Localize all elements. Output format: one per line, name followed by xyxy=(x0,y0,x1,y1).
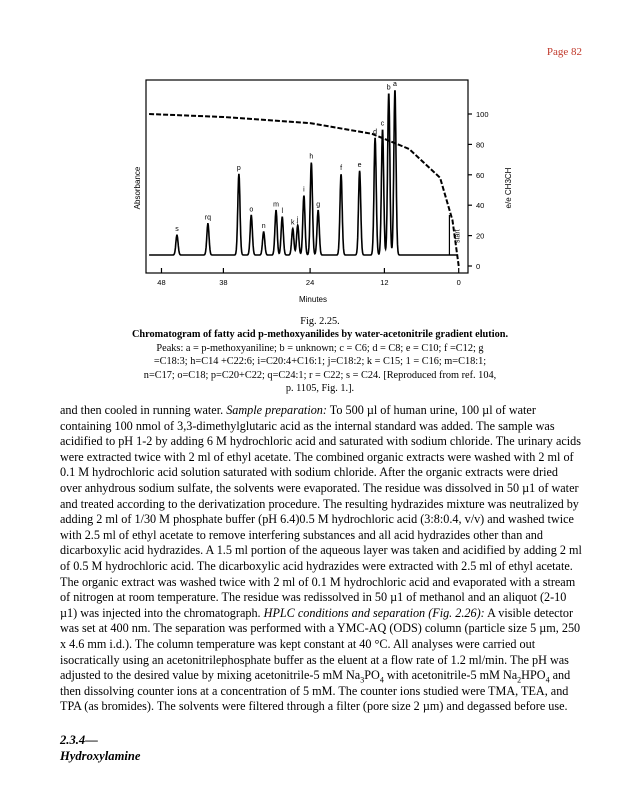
run-in-heading-hplc-conditions: HPLC conditions and separation (Fig. 2.26): xyxy=(263,605,485,620)
peak-label: d xyxy=(373,128,378,136)
peak-label: rq xyxy=(204,214,212,222)
caption-line: p. 1105, Fig. 1.]. xyxy=(285,383,355,395)
peak-label: a xyxy=(392,81,397,88)
section-number: 2.3.4— xyxy=(60,733,98,747)
y2-tick-label: 0 xyxy=(476,262,481,271)
peak-label: s xyxy=(175,226,179,234)
body-text xyxy=(60,403,582,715)
caption-line: n=C17; o=C18; p=C20+C22; q=C24:1; r = C22; s = C24. [Reproduced from ref. 104, xyxy=(143,369,497,381)
chromatogram-figure xyxy=(118,70,518,320)
x-tick-label: 24 xyxy=(305,278,315,287)
x-tick-label: 12 xyxy=(380,278,389,287)
peak-label: e xyxy=(357,161,362,169)
caption-line: Peaks: a = p-methoxyaniline; b = unknown; c = C6; d = C8; e = C10; f =C12; g xyxy=(156,342,484,354)
peak-label: p xyxy=(236,165,241,173)
peak-label: c xyxy=(380,120,385,128)
peak-label: g xyxy=(316,201,321,209)
run-in-heading-sample-preparation: Sample preparation: xyxy=(226,403,327,417)
peak-label: m xyxy=(273,201,279,209)
section-heading xyxy=(60,732,140,764)
caption-fig-number: Fig. 2.25. xyxy=(300,316,340,327)
chromatogram-chart xyxy=(118,70,518,320)
y-axis-label: Absorbance xyxy=(133,166,142,210)
peak-label: b xyxy=(386,84,391,92)
x-tick-label: 0 xyxy=(456,278,461,287)
paragraph: and then cooled in running water. Sample preparation: To 500 µl of human urine, 100 µl of water containing 100 nmol of 3,3-dimethylglutaric acid as the internal standard was added. The sample was acidified to pH 1-2 by adding 6 M hydrochloric acid and saturated with sodium chloride. The urinary acids were extracted twice with 2 ml of ethyl acetate. The combined organic extracts were washed with 2 ml of 0.1 M hydrochloric acid solution saturated with sodium chloride. After the organic extracts were dried over anhydrous sodium sulfate, the solvents were evaporated. The residue was dissolved in 50 µ1 of water and treated according to the derivatization procedure. The resulting hydrazides mixture was neutralized by adding 2 ml of 1/30 M phosphate buffer (pH 6.4)0.5 M hydrochloric acid (3:8:0.4, v/v) and washed twice with 2.5 ml of ethyl acetate to remove interfering substances and all acid hydrazides other than and dicarboxylic acid hydrazides. A 1.5 ml portion of the aqueous layer was taken and acidified by adding 2 ml of 0.5 M hydrochloric acid. The dicarboxylic acid hydrazides were extracted with 2.5 ml of ethyl acetate. The organic extract was washed twice with 2 ml of 0.1 M hydrochloric acid and evaporated with a stream of nitrogen at room temperature. The residue was redissolved in 50 µ1 of methanol and an aliquot (2-10 µ1) was injected into the chromatograph. HPLC conditions and separation (Fig. 2.26): A visible detector was set at 400 nm. The separation was performed with a YMC-AQ (ODS) column (particle size 5 µm, 250 x 4.6 mm i.d.). The column temperature was kept constant at 40 °C. All analyses were carried out isocratically using an acetonitrilephosphate buffer as the eluent at a flow rate of 1.2 ml/min. The pH was adjusted to the desired value by mixing acetonitrile-5 mM $Na_3PO_4$ with acetonitrile-5 mM $Na_2HPO_4$ and then dissolving counter ions at a concentration of 5 mM. The counter ions studied were TMA, TEA, and TPA (as bromides). The solvents were filtered through a filter (pore size 2 µm) and degassed before use. xyxy=(60,403,582,714)
page-number: Page 82 xyxy=(546,46,582,58)
figure-caption xyxy=(118,315,522,395)
y2-tick-label: 60 xyxy=(476,170,485,180)
x-tick-label: 38 xyxy=(219,278,228,287)
caption-line: =C18:3; h=C14 +C22:6; i=C20:4+C16:1; j=C18:2; k = C15; 1 = C16; m=C18:1; xyxy=(153,356,487,368)
peak-label: h xyxy=(309,153,314,161)
section-title: Hydroxylamine xyxy=(60,749,141,763)
start-label: start xyxy=(454,229,462,243)
caption-title: Chromatogram of fatty acid p-methoxyanilides by water-acetonitrile gradient elution. xyxy=(131,329,509,341)
x-tick-label: 48 xyxy=(157,278,166,287)
peak-label: j xyxy=(296,216,299,224)
peak-label: k xyxy=(291,219,295,227)
y2-tick-label: 40 xyxy=(476,201,485,211)
y2-tick-label: 20 xyxy=(476,231,485,241)
y2-tick-label: 100 xyxy=(476,110,489,119)
peak-label: f xyxy=(340,165,343,173)
y2-tick-label: 80 xyxy=(476,140,485,150)
peak-label: l xyxy=(281,208,284,216)
peak-label: n xyxy=(261,222,266,230)
y2-axis-label: e/e CH3CH xyxy=(504,167,513,209)
x-axis-label: Minutes xyxy=(298,295,328,304)
peak-label: i xyxy=(303,186,305,194)
peak-label: o xyxy=(249,206,254,214)
